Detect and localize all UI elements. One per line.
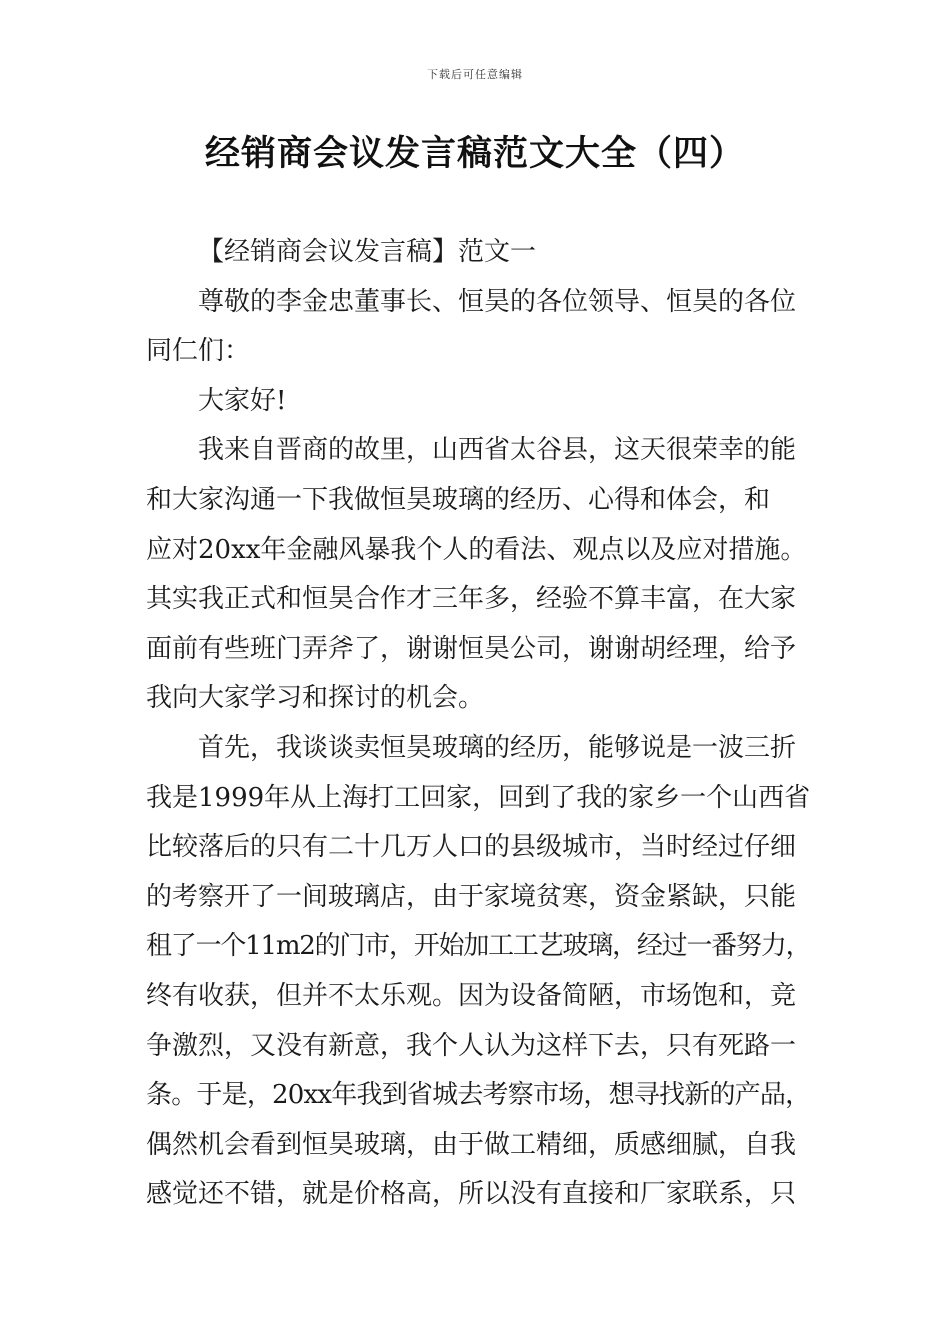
body-line: 和大家沟通一下我做恒昊玻璃的经历、心得和体会，和 xyxy=(146,484,771,515)
body-line: 租了一个11m2的门市，开始加工工艺玻璃，经过一番努力， xyxy=(146,931,811,962)
header-note: 下载后可任意编辑 xyxy=(427,68,523,81)
document-body xyxy=(146,228,810,1220)
body-line: 应对20xx年金融风暴我个人的看法、观点以及应对措施。 xyxy=(146,534,807,565)
body-line: 【经销商会议发言稿】范文一 xyxy=(198,237,537,267)
body-line: 感觉还不错，就是价格高，所以没有直接和厂家联系，只 xyxy=(146,1179,797,1210)
body-line: 其实我正式和恒昊合作才三年多，经验不算丰富，在大家 xyxy=(146,584,797,615)
body-line: 大家好! xyxy=(198,385,287,416)
body-line: 终有收获，但并不太乐观。因为设备简陋，市场饱和，竞 xyxy=(146,980,797,1011)
body-line: 争激烈，又没有新意，我个人认为这样下去，只有死路一 xyxy=(146,1030,797,1061)
body-line: 面前有些班门弄斧了，谢谢恒昊公司，谢谢胡经理，给予 xyxy=(146,633,797,664)
body-line: 首先，我谈谈卖恒昊玻璃的经历，能够说是一波三折 xyxy=(198,732,797,763)
body-line: 我来自晋商的故里，山西省太谷县，这天很荣幸的能 xyxy=(198,435,797,466)
body-line: 尊敬的李金忠董事长、恒昊的各位领导、恒昊的各位 xyxy=(198,286,797,317)
document-title: 经销商会议发言稿范文大全（四） xyxy=(204,134,745,174)
body-line: 的考察开了一间玻璃店，由于家境贫寒，资金紧缺，只能 xyxy=(146,881,797,912)
body-line: 条。于是，20xx年我到省城去考察市场，想寻找新的产品， xyxy=(146,1080,811,1111)
body-line: 偶然机会看到恒昊玻璃，由于做工精细，质感细腻，自我 xyxy=(146,1129,797,1160)
body-line: 我向大家学习和探讨的机会。 xyxy=(146,683,485,714)
body-line: 我是1999年从上海打工回家，回到了我的家乡一个山西省 xyxy=(146,782,811,813)
body-line: 同仁们： xyxy=(146,336,251,367)
body-line: 比较落后的只有二十几万人口的县级城市，当时经过仔细 xyxy=(146,832,797,863)
